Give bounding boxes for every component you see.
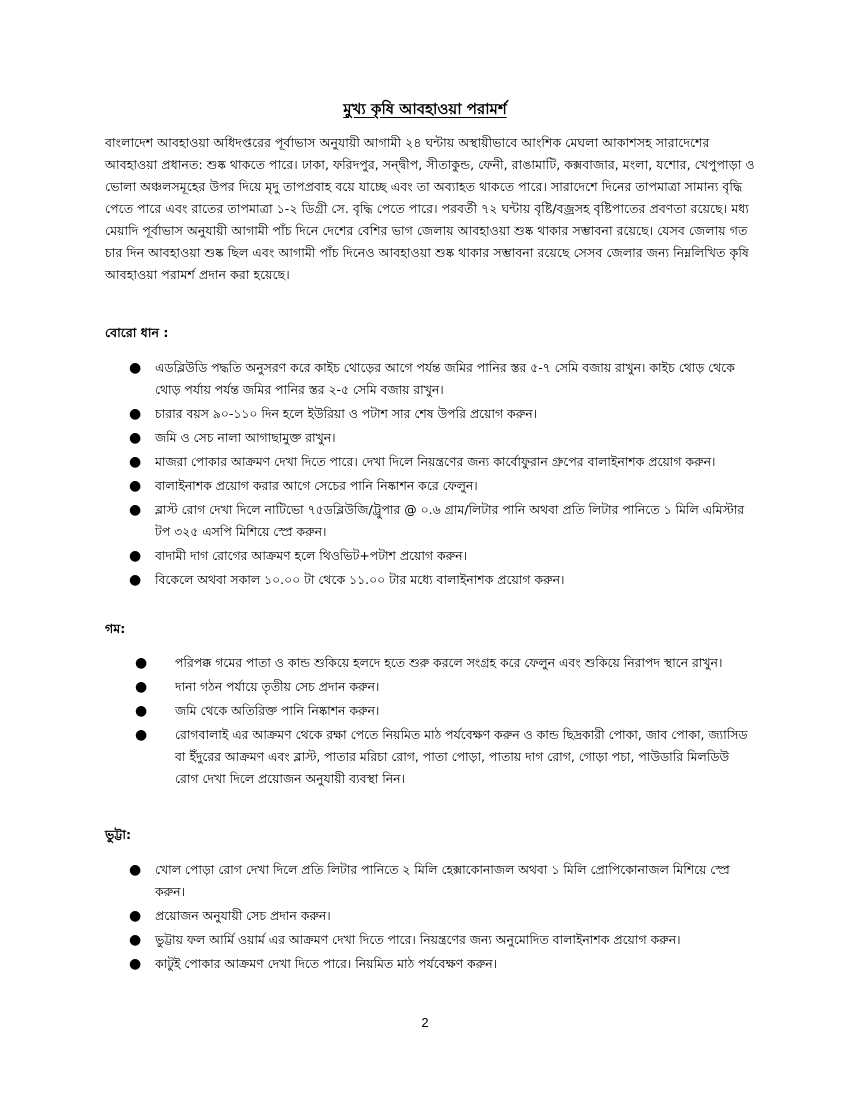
- list-item-text: জমি ও সেচ নালা আগাছামুক্ত রাখুন।: [155, 430, 336, 445]
- bullet-icon: ●: [129, 932, 142, 948]
- bullet-icon: ●: [129, 454, 142, 470]
- list-item: [129, 545, 755, 567]
- list-item-text: জমি থেকে অতিরিক্ত পানি নিষ্কাশন করুন।: [175, 703, 380, 718]
- list-item-text: খোল পোড়া রোগ দেখা দিলে প্রতি লিটার পানিতে ২ মিলি হেক্সাকোনাজল অথবা ১ মিলি প্রোপিকোনাজল মিশিয়ে স্প্রে করুন।: [155, 862, 730, 899]
- section-heading-maize: ভুট্টা:: [105, 827, 132, 842]
- section-heading-boro-rice: বোরো ধান :: [105, 325, 169, 340]
- intro-paragraph: বাংলাদেশ আবহাওয়া অধিদপ্তরের পূর্বাভাস অনুযায়ী আগামী ২৪ ঘন্টায় অস্থায়ীভাবে আংশিক মেঘলা আকাশসহ সারাদেশের আবহাওয়া প্রধানত: শুষ্ক থাকতে পারে। ঢাকা, ফরিদপুর, সন্দ্বীপ, সীতাকুন্ড, ফেনী, রাঙামাটি, কক্সবাজার, মংলা, যশোর, খেপুপাড়া ও ভোলা অঞ্চলসমূহের উপর দিয়ে মৃদু তাপপ্রবাহ বয়ে যাচ্ছে এবং তা অব্যাহত থাকতে পারে। সারাদেশে দিনের তাপমাত্রা সামান্য বৃদ্ধি পেতে পারে এবং রাতের তাপমাত্রা ১-২ ডিগ্রী সে. বৃদ্ধি পেতে পারে। পরবর্তী ৭২ ঘন্টায় বৃষ্টি/বজ্রসহ বৃষ্টিপাতের প্রবণতা রয়েছে। মধ্য মেয়াদি পূর্বাভাস অনুযায়ী আগামী পাঁচ দিনে দেশের বেশির ভাগ জেলায় আবহাওয়া শুষ্ক থাকার সম্ভাবনা রয়েছে। যেসব জেলায় গত চার দিন আবহাওয়া শুষ্ক ছিল এবং আগামী পাঁচ দিনেও আবহাওয়া শুষ্ক থাকার সম্ভাবনা রয়েছে সেসব জেলার জন্য নিম্নলিখিত কৃষি আবহাওয়া পরামর্শ প্রদান করা হয়েছে।: [105, 135, 755, 282]
- list-item: [129, 357, 755, 401]
- list-item-text: ভুট্টায় ফল আর্মি ওয়ার্ম এর আক্রমণ দেখা দিতে পারে। নিয়ন্ত্রণের জন্য অনুমোদিত বালাইনাশক প্রয়োগ করুন।: [155, 932, 681, 947]
- list-item-text: দানা গঠন পর্যায়ে তৃতীয় সেচ প্রদান করুন।: [175, 679, 380, 694]
- bullet-icon: ●: [135, 679, 148, 695]
- maize-advice-list: [129, 859, 755, 977]
- bullet-icon: ●: [129, 956, 142, 972]
- page-title: [0, 98, 850, 123]
- list-item: [129, 475, 755, 497]
- bullet-icon: ●: [129, 908, 142, 924]
- bullet-icon: ●: [129, 502, 142, 518]
- bullet-icon: ●: [129, 548, 142, 564]
- list-item-text: চারার বয়স ৯০-১১০ দিন হলে ইউরিয়া ও পটাশ সার শেষ উপরি প্রয়োগ করুন।: [155, 406, 538, 421]
- bullet-icon: ●: [129, 862, 142, 878]
- list-item-text: বালাইনাশক প্রয়োগ করার আগে সেচের পানি নিষ্কাশন করে ফেলুন।: [155, 478, 478, 493]
- list-item: [129, 905, 755, 927]
- bullet-icon: ●: [135, 655, 148, 671]
- list-item: [129, 427, 755, 449]
- list-item: [129, 451, 755, 473]
- list-item: [135, 676, 755, 698]
- boro-rice-advice-list: [129, 357, 755, 593]
- list-item: [129, 499, 755, 543]
- list-item: [129, 859, 755, 903]
- wheat-advice-list: [135, 652, 755, 792]
- list-item-text: এডব্লিউডি পদ্ধতি অনুসরণ করে কাইচ থোড়ের আগে পর্যন্ত জমির পানির স্তর ৫-৭ সেমি বজায় রাখুন। কাইচ থোড় থেকে থোড় পর্যায় পর্যন্ত জমির পানির স্তর ২-৫ সেমি বজায় রাখুন।: [155, 360, 735, 397]
- list-item-text: ব্লাস্ট রোগ দেখা দিলে নাটিভো ৭৫ডব্লিউজি/ট্রুপার @ ০.৬ গ্রাম/লিটার পানি অথবা প্রতি লিটার পানিতে ১ মিলি এমিস্টার টপ ৩২৫ এসপি মিশিয়ে স্প্রে করুন।: [155, 502, 745, 539]
- list-item: [129, 569, 755, 591]
- bullet-icon: ●: [129, 430, 142, 446]
- bullet-icon: ●: [135, 703, 148, 719]
- list-item: [135, 700, 755, 722]
- bullet-icon: ●: [135, 727, 148, 743]
- list-item-text: পরিপক্ক গমের পাতা ও কান্ড শুকিয়ে হলদে হতে শুরু করলে সংগ্রহ করে ফেলুন এবং শুকিয়ে নিরাপদ স্থানে রাখুন।: [175, 655, 723, 670]
- list-item: [135, 724, 755, 790]
- section-heading-wheat: গম:: [105, 621, 126, 636]
- list-item-text: প্রয়োজন অনুযায়ী সেচ প্রদান করুন।: [155, 908, 331, 923]
- list-item-text: কাটুই পোকার আক্রমণ দেখা দিতে পারে। নিয়মিত মাঠ পর্যবেক্ষণ করুন।: [155, 956, 498, 971]
- list-item: [129, 953, 755, 975]
- bullet-icon: ●: [129, 478, 142, 494]
- list-item-text: বিকেলে অথবা সকাল ১০.০০ টা থেকে ১১.০০ টার মধ্যে বালাইনাশক প্রয়োগ করুন।: [155, 572, 565, 587]
- bullet-icon: ●: [129, 360, 142, 376]
- list-item-text: রোগবালাই এর আক্রমণ থেকে রক্ষা পেতে নিয়মিত মাঠ পর্যবেক্ষণ করুন ও কান্ড ছিদ্রকারী পোকা, জাব পোকা, জ্যাসিড বা ইঁদুরের আক্রমণ এবং ব্লাস্ট, পাতার মরিচা রোগ, পাতা পোড়া, পাতায় দাগ রোগ, গোড়া পচা, পাউডারি মিলডিউ রোগ দেখা দিলে প্রয়োজন অনুযায়ী ব্যবস্থা নিন।: [175, 727, 748, 786]
- list-item: [129, 403, 755, 425]
- bullet-icon: ●: [129, 406, 142, 422]
- list-item: [135, 652, 755, 674]
- page-number: 2: [421, 1015, 429, 1030]
- bullet-icon: ●: [129, 572, 142, 588]
- list-item-text: মাজরা পোকার আক্রমণ দেখা দিতে পারে। দেখা দিলে নিয়ন্ত্রণের জন্য কার্বোফুরান গ্রুপের বালাইনাশক প্রয়োগ করুন।: [155, 454, 716, 469]
- list-item-text: বাদামী দাগ রোগের আক্রমণ হলে থিওভিট+পটাশ প্রয়োগ করুন।: [155, 548, 467, 563]
- page-title-text: মুখ্য কৃষি আবহাওয়া পরামর্শ: [343, 100, 507, 118]
- list-item: [129, 929, 755, 951]
